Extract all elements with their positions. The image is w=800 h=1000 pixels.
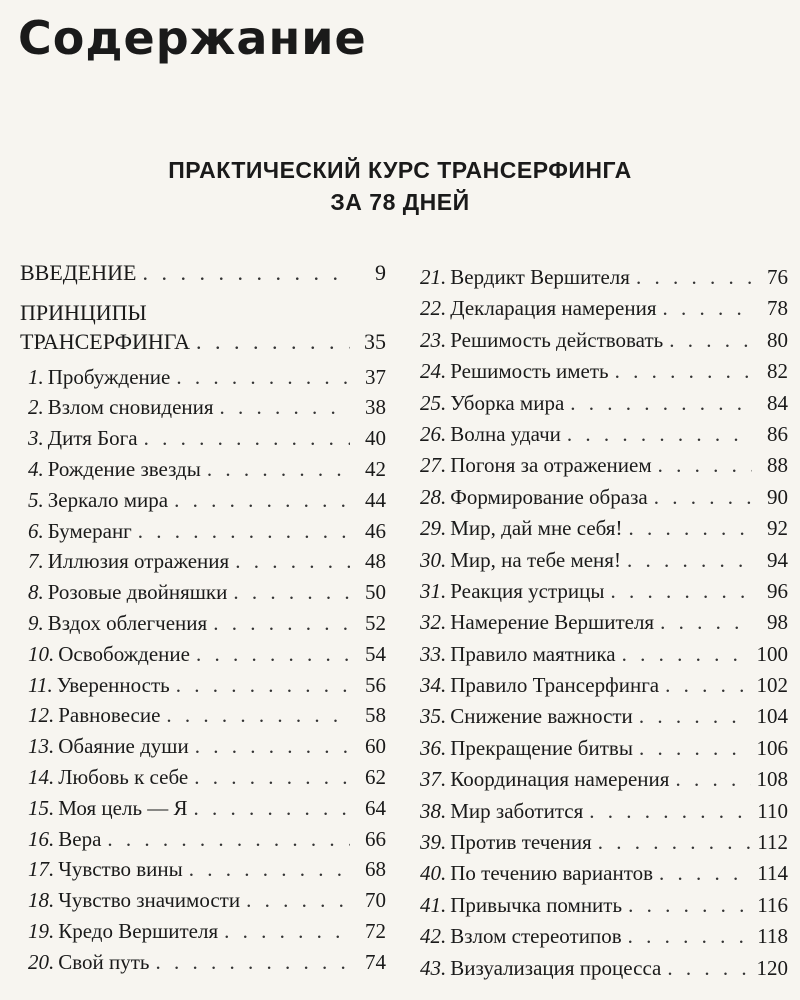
dot-leader — [224, 916, 350, 947]
toc-entry-number: 4. — [28, 456, 44, 481]
toc-entry-page: 42 — [365, 456, 386, 481]
toc-entry-page: 66 — [365, 826, 386, 851]
toc-entry[interactable] — [420, 482, 788, 513]
toc-entry-title: Вздох облегчения — [47, 610, 208, 635]
toc-entry-number: 36. — [420, 735, 447, 760]
dot-leader — [589, 796, 751, 827]
toc-entry-page: 76 — [767, 265, 788, 289]
toc-entry[interactable] — [20, 885, 386, 916]
dot-leader — [220, 392, 350, 423]
toc-entry-page: 72 — [365, 918, 386, 943]
dot-leader — [195, 731, 350, 762]
toc-entry-number: 27. — [420, 453, 447, 478]
dot-leader — [194, 793, 350, 824]
toc-entry-page: 86 — [767, 421, 788, 446]
toc-entry-title: Мир заботится — [450, 798, 584, 823]
toc-entry[interactable] — [420, 921, 788, 952]
toc-entry-number: 20. — [28, 949, 55, 974]
toc-entry-number: 7. — [28, 549, 44, 574]
toc-entry-number: 41. — [420, 892, 447, 917]
toc-entry-title: Реакция устрицы — [450, 578, 605, 603]
toc-entry-title: Привычка помнить — [450, 892, 623, 917]
toc-entry-title: Снижение важности — [450, 704, 633, 729]
toc-entry[interactable] — [20, 454, 386, 485]
toc-entry-number: 19. — [28, 918, 55, 943]
toc-entry-number: 43. — [420, 955, 447, 980]
toc-entry[interactable] — [420, 639, 788, 670]
toc-entry[interactable] — [420, 356, 788, 387]
toc-entry-title: Уборка мира — [450, 390, 565, 415]
toc-entry[interactable] — [420, 576, 788, 607]
toc-entry-page: 106 — [756, 735, 788, 760]
toc-entry-title: Чувство вины — [58, 857, 183, 882]
toc-entry-page: 110 — [757, 798, 788, 823]
toc-entry-page: 62 — [365, 764, 386, 789]
toc-entry-title: ПРИНЦИПЫ — [20, 299, 147, 325]
toc-entry-page: 48 — [365, 549, 386, 574]
toc-entry-title: Освобождение — [58, 641, 190, 666]
toc-entry-title: Равновесие — [58, 703, 161, 728]
toc-entry[interactable] — [20, 392, 386, 423]
toc-entry[interactable] — [420, 953, 788, 984]
toc-entry[interactable] — [20, 824, 386, 855]
toc-entry-page: 50 — [365, 580, 386, 605]
toc-entry-title: Решимость иметь — [450, 359, 609, 384]
dot-leader — [598, 827, 752, 858]
dot-leader — [660, 607, 752, 638]
toc-entry[interactable] — [420, 388, 788, 419]
toc-entry-title: Дитя Бога — [47, 426, 138, 451]
toc-entry[interactable] — [20, 854, 386, 885]
toc-entry-page: 52 — [365, 610, 386, 635]
toc-entry-number: 12. — [28, 703, 55, 728]
toc-entry[interactable] — [20, 485, 386, 516]
dot-leader — [639, 733, 751, 764]
toc-entry-number: 1. — [28, 364, 44, 389]
toc-entry[interactable] — [420, 858, 788, 889]
dot-leader — [176, 362, 350, 393]
toc-entry[interactable] — [420, 670, 788, 701]
toc-entry[interactable] — [420, 450, 788, 481]
toc-entry-page: 98 — [767, 610, 788, 635]
toc-entry[interactable] — [20, 516, 386, 547]
toc-entry[interactable] — [420, 701, 788, 732]
toc-entry-page: 46 — [365, 518, 386, 543]
toc-entry-number: 30. — [420, 547, 447, 572]
toc-entry-page: 9 — [375, 260, 386, 285]
toc-entry-page: 88 — [767, 453, 788, 478]
toc-entry-number: 26. — [420, 421, 447, 446]
dot-leader — [213, 608, 350, 639]
toc-entry-number: 18. — [28, 888, 55, 913]
dot-leader — [659, 858, 751, 889]
toc-entry-page: 112 — [757, 830, 788, 855]
toc-entry[interactable] — [420, 764, 788, 795]
toc-entry-title: Визуализация процесса — [450, 955, 662, 980]
course-title-line-1: ПРАКТИЧЕСКИЙ КУРС ТРАНСЕРФИНГА — [168, 157, 632, 183]
toc-entry-page: 54 — [365, 641, 386, 666]
toc-entry-page: 64 — [365, 795, 386, 820]
dot-leader — [174, 485, 350, 516]
toc-entry[interactable] — [20, 608, 386, 639]
dot-leader — [665, 670, 750, 701]
dot-leader — [622, 639, 751, 670]
toc-entry-number: 10. — [28, 641, 55, 666]
toc-entry[interactable] — [420, 733, 788, 764]
toc-entry-page: 104 — [756, 704, 788, 729]
toc-entry-title: Розовые двойняшки — [47, 580, 228, 605]
toc-entry-number: 39. — [420, 830, 447, 855]
dot-leader — [628, 921, 752, 952]
toc-entry[interactable] — [420, 796, 788, 827]
toc-entry-page: 70 — [365, 888, 386, 913]
toc-entry-number: 3. — [28, 426, 44, 451]
dot-leader — [636, 262, 752, 293]
toc-entry-title: Мир, дай мне себя! — [450, 516, 623, 541]
toc-entry-page: 58 — [365, 703, 386, 728]
toc-entry-title: Координация намерения — [450, 767, 670, 792]
toc-entry-title: Формирование образа — [450, 484, 648, 509]
toc-entry-number: 34. — [420, 673, 447, 698]
dot-leader — [628, 890, 751, 921]
toc-entry[interactable] — [20, 362, 386, 393]
toc-entry[interactable] — [420, 419, 788, 450]
dot-leader — [144, 423, 350, 454]
toc-entry-page: 44 — [365, 487, 386, 512]
dot-leader — [156, 947, 350, 978]
toc-entry-page: 82 — [767, 359, 788, 384]
toc-entry-number: 33. — [420, 641, 447, 666]
toc-entry-page: 38 — [365, 395, 386, 420]
course-title — [0, 154, 800, 218]
toc-entry[interactable] — [20, 916, 386, 947]
toc-entry[interactable] — [20, 700, 386, 731]
toc-entry-number: 9. — [28, 610, 44, 635]
toc-entry-title: Обаяние души — [58, 734, 189, 759]
toc-entry-page: 114 — [757, 861, 788, 886]
toc-column-left — [20, 258, 386, 978]
toc-entry-page: 68 — [365, 857, 386, 882]
dot-leader — [669, 325, 752, 356]
toc-entry-page: 92 — [767, 516, 788, 541]
toc-entry-number: 37. — [420, 767, 447, 792]
toc-entry-number: 6. — [28, 518, 44, 543]
dot-leader — [654, 482, 752, 513]
toc-entry-title: Волна удачи — [450, 421, 561, 446]
toc-entry[interactable] — [420, 545, 788, 576]
dot-leader — [166, 700, 350, 731]
dot-leader — [567, 419, 752, 450]
dot-leader — [675, 764, 750, 795]
dot-leader — [246, 885, 350, 916]
dot-leader — [107, 824, 350, 855]
dot-leader — [570, 388, 752, 419]
toc-entry-title: ТРАНСЕРФИНГА — [20, 328, 190, 354]
toc-entry-title: Правило маятника — [450, 641, 616, 666]
toc-entry-number: 2. — [28, 395, 44, 420]
toc-entry-number: 29. — [420, 516, 447, 541]
toc-entry[interactable] — [20, 639, 386, 670]
toc-entry-number: 31. — [420, 578, 447, 603]
toc-entry-page: 56 — [365, 672, 386, 697]
toc-entry[interactable] — [420, 325, 788, 356]
toc-entry-number: 13. — [28, 734, 55, 759]
toc-entry-page: 118 — [757, 924, 788, 949]
toc-entry-title: Свой путь — [58, 949, 150, 974]
toc-entry-title-line — [20, 299, 386, 327]
toc-entry-page: 37 — [365, 364, 386, 389]
toc-entry-page: 74 — [365, 949, 386, 974]
toc-entry-title: Иллюзия отражения — [47, 549, 230, 574]
toc-entry-number: 25. — [420, 390, 447, 415]
toc-entry-page: 60 — [365, 734, 386, 759]
toc-entry-number: 42. — [420, 924, 447, 949]
toc-entry-number: 28. — [420, 484, 447, 509]
dot-leader — [196, 639, 350, 670]
toc-entry-number: 32. — [420, 610, 447, 635]
toc-entry-title: Пробуждение — [47, 364, 171, 389]
toc-entry-page: 108 — [756, 767, 788, 792]
toc-entry-number: 38. — [420, 798, 447, 823]
toc-entry-number: 14. — [28, 764, 55, 789]
dot-leader — [663, 293, 753, 324]
toc-entry[interactable] — [20, 423, 386, 454]
toc-column-right — [420, 262, 788, 984]
toc-entry-title-line — [20, 327, 386, 358]
toc-entry-title: Взлом стереотипов — [450, 924, 622, 949]
dot-leader — [176, 670, 350, 701]
toc-entry[interactable] — [20, 577, 386, 608]
toc-entry-page: 100 — [756, 641, 788, 666]
toc-entry-title: ВВЕДЕНИЕ — [20, 260, 137, 285]
toc-entry-number: 23. — [420, 327, 447, 352]
toc-entry-title: Зеркало мира — [47, 487, 169, 512]
dot-leader — [189, 854, 350, 885]
dot-leader — [233, 577, 350, 608]
dot-leader — [628, 513, 752, 544]
toc-entry-title: Кредо Вершителя — [58, 918, 219, 943]
dot-leader — [615, 356, 752, 387]
toc-entry-page: 116 — [757, 892, 788, 917]
toc-entry-title: Взлом сновидения — [47, 395, 214, 420]
toc-entry-title: Против течения — [450, 830, 592, 855]
toc-entry-title: Решимость действовать — [450, 327, 664, 352]
toc-entry-title: Моя цель — Я — [58, 795, 188, 820]
toc-entry-number: 5. — [28, 487, 44, 512]
toc-entry[interactable] — [20, 731, 386, 762]
toc-entry-number: 21. — [420, 265, 447, 289]
toc-entry-title: Намерение Вершителя — [450, 610, 655, 635]
dot-leader — [207, 454, 350, 485]
dot-leader — [627, 545, 752, 576]
toc-entry[interactable] — [20, 762, 386, 793]
dot-leader — [194, 762, 350, 793]
toc-entry-number: 11. — [28, 672, 53, 697]
toc-entry-title: Любовь к себе — [58, 764, 189, 789]
toc-entry-page: 35 — [364, 328, 386, 354]
toc-entry-title: Вердикт Вершителя — [450, 265, 630, 289]
dot-leader — [667, 953, 750, 984]
toc-entry[interactable] — [20, 947, 386, 978]
toc-entry-number: 35. — [420, 704, 447, 729]
dot-leader — [610, 576, 752, 607]
toc-entry-title: По течению вариантов — [450, 861, 654, 886]
dot-leader — [235, 546, 350, 577]
toc-entry[interactable] — [420, 513, 788, 544]
toc-entry-page: 78 — [767, 296, 788, 321]
toc-entry-title: Бумеранг — [47, 518, 132, 543]
toc-entry-number: 22. — [420, 296, 447, 321]
toc-entry[interactable] — [420, 827, 788, 858]
toc-entry-page: 84 — [767, 390, 788, 415]
toc-entry-page: 80 — [767, 327, 788, 352]
toc-entry-page: 94 — [767, 547, 788, 572]
toc-entry-title: Вера — [58, 826, 102, 851]
toc-entry-principles[interactable] — [20, 299, 386, 358]
toc-entry-title: Чувство значимости — [58, 888, 241, 913]
toc-entry-title: Мир, на тебе меня! — [450, 547, 621, 572]
toc-entry[interactable] — [20, 670, 386, 701]
dot-leader — [142, 258, 350, 289]
toc-entry-page: 40 — [365, 426, 386, 451]
toc-entry-title: Погоня за отражением — [450, 453, 652, 478]
toc-entry-page: 120 — [756, 955, 788, 980]
toc-entry[interactable] — [420, 890, 788, 921]
toc-entry-title: Уверенность — [56, 672, 170, 697]
toc-entry-intro[interactable] — [20, 258, 386, 289]
toc-entry[interactable] — [420, 293, 788, 324]
toc-entry-page: 96 — [767, 578, 788, 603]
toc-entry-title: Правило Трансерфинга — [450, 673, 660, 698]
toc-entry-number: 8. — [28, 580, 44, 605]
toc-entry-title: Прекращение битвы — [450, 735, 633, 760]
course-title-line-2: ЗА 78 ДНЕЙ — [330, 189, 470, 215]
toc-entry-number: 16. — [28, 826, 55, 851]
dot-leader — [658, 450, 752, 481]
toc-entry-number: 40. — [420, 861, 447, 886]
toc-entry-page: 90 — [767, 484, 788, 509]
dot-leader — [138, 516, 350, 547]
toc-entry-number: 15. — [28, 795, 55, 820]
toc-entry[interactable] — [420, 262, 788, 293]
toc-entry-title: Декларация намерения — [450, 296, 657, 321]
toc-entry[interactable] — [420, 607, 788, 638]
toc-entry-number: 17. — [28, 857, 55, 882]
dot-leader — [196, 327, 350, 358]
toc-entry-number: 24. — [420, 359, 447, 384]
toc-list-left — [20, 362, 386, 978]
toc-list-right — [420, 262, 788, 984]
toc-entry-page: 102 — [756, 673, 788, 698]
page-title: Содержание — [18, 11, 367, 65]
toc-entry[interactable] — [20, 793, 386, 824]
toc-entry[interactable] — [20, 546, 386, 577]
toc-entry-title: Рождение звезды — [47, 456, 201, 481]
dot-leader — [639, 701, 751, 732]
